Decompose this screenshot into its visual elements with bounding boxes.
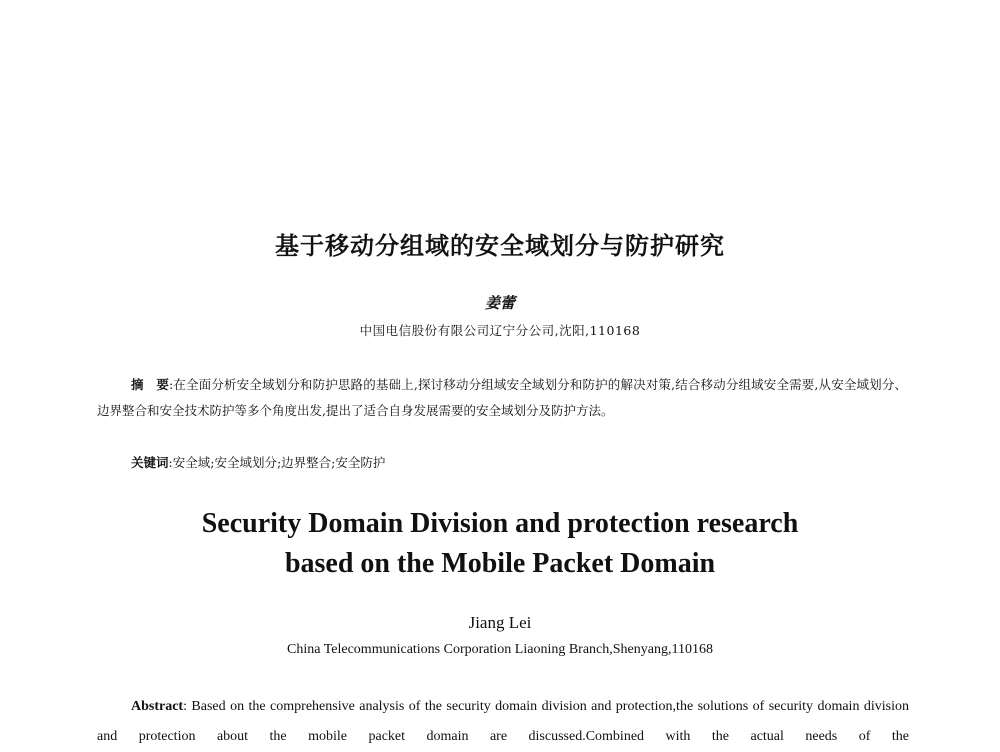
english-abstract-text: : Based on the comprehensive analysis of the security domain division and protection,the solutions of security domain division and protection about the mobile packet domain are discussed.Combined with the actual needs of the bbox=[97, 699, 909, 744]
english-affiliation: China Telecommunications Corporation Liaoning Branch,Shenyang,110168 bbox=[287, 642, 713, 657]
english-title bbox=[0, 504, 1000, 584]
chinese-title: 基于移动分组域的安全域划分与防护研究 bbox=[275, 232, 725, 260]
chinese-abstract bbox=[97, 372, 907, 423]
chinese-abstract-text: :在全面分析安全域划分和防护思路的基础上,探讨移动分组域安全域划分和防护的解决对策,结合移动分组域安全需要,从安全域划分、边界整合和安全技术防护等多个角度出发,提出了适合自身发展需要的安全域划分及防护方法。 bbox=[97, 377, 907, 418]
chinese-abstract-label: 摘 要 bbox=[131, 377, 169, 392]
chinese-affiliation: 中国电信股份有限公司辽宁分公司,沈阳,110168 bbox=[359, 323, 641, 338]
english-abstract bbox=[97, 692, 909, 752]
english-title-line-1: Security Domain Division and protection research bbox=[201, 508, 799, 539]
chinese-keywords bbox=[131, 452, 385, 474]
english-abstract-label: Abstract bbox=[131, 699, 184, 714]
chinese-keywords-text: :安全域;安全域划分;边界整合;安全防护 bbox=[168, 455, 386, 470]
english-author: Jiang Lei bbox=[468, 613, 532, 632]
chinese-keywords-label: 关键词 bbox=[131, 455, 169, 470]
chinese-author: 姜蕾 bbox=[484, 294, 515, 312]
english-title-line-2: based on the Mobile Packet Domain bbox=[284, 548, 716, 579]
